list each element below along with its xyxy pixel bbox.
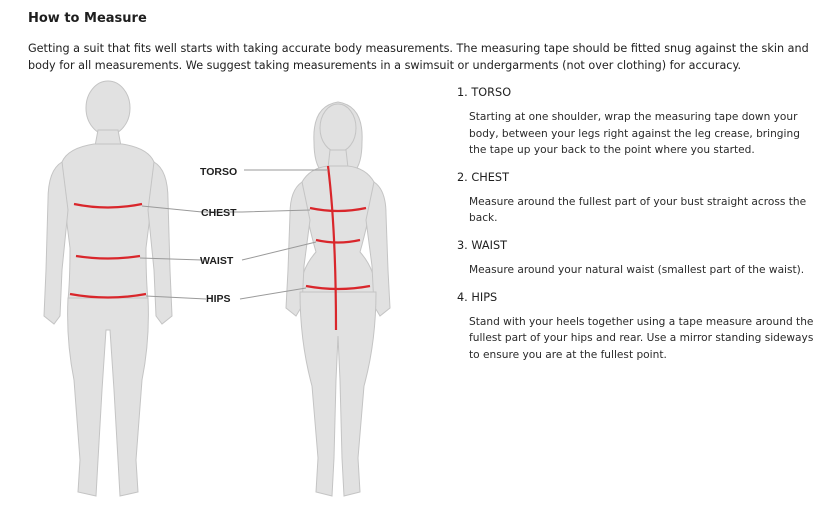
male-right-arm [148,162,172,324]
page-title: How to Measure [28,11,147,26]
female-figure [286,102,390,496]
hips-label: HIPS [206,293,231,305]
step-number: 3. [457,238,468,252]
male-head [86,81,130,135]
male-torso [62,144,154,300]
step-name: WAIST [471,238,508,252]
step-chest [457,171,817,227]
male-left-arm [44,162,68,324]
step-heading [457,171,817,184]
measure-steps [457,86,817,375]
step-text: Stand with your heels together using a tape measure around the fullest part of your hips and rear. Use a mirror standing sideways to ensure you are at the fullest point. [469,315,814,361]
step-name: HIPS [471,290,498,304]
female-torso [300,166,376,294]
torso-label: TORSO [200,166,238,178]
male-figure [44,81,172,496]
female-head [320,104,356,152]
step-torso [457,86,817,159]
step-heading [457,291,817,304]
chest-label: CHEST [201,207,237,219]
step-hips [457,291,817,364]
step-waist [457,239,817,279]
step-number: 1. [457,86,468,99]
step-heading [457,86,817,99]
step-text: Measure around the fullest part of your bust straight across the back. [469,195,807,225]
female-neck [328,150,348,168]
measurement-figure [24,80,444,510]
female-legs [300,292,376,496]
waist-label: WAIST [200,255,234,267]
step-name: CHEST [471,170,509,184]
step-number: 4. [457,290,468,304]
body-diagram [24,80,444,510]
step-heading [457,239,817,252]
step-text: Measure around your natural waist (smallest part of the waist). [469,263,805,276]
step-text: Starting at one shoulder, wrap the measuring tape down your body, between your legs right against the leg crease, bringing the tape up your back to the point where you started. [469,111,800,157]
intro-paragraph: Getting a suit that fits well starts with taking accurate body measurements. The measuring tape should be fitted snug against the skin and body for all measurements. We suggest taking measurements in a swimsuit or undergarments (not over clothing) for accuracy. [28,42,809,72]
step-number: 2. [457,170,468,184]
step-name: TORSO [471,86,512,99]
male-legs [68,298,149,496]
